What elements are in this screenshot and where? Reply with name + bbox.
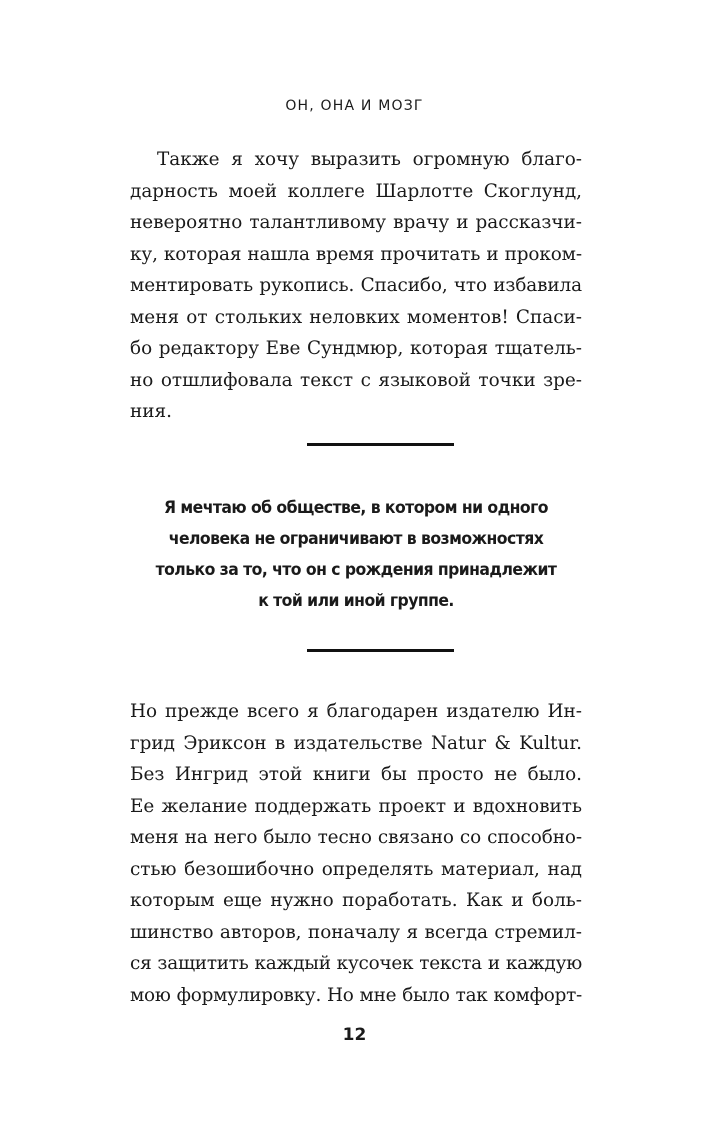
text-line: мою формулировку. Но мне было так комфорт- bbox=[130, 984, 582, 1006]
text-line: невероятно талантливому врачу и рассказчи- bbox=[130, 212, 582, 233]
pull-quote bbox=[148, 493, 564, 617]
pull-quote-line: к той или иной группе. bbox=[258, 591, 454, 611]
text-line: но отшлифовала текст с языковой точки зре- bbox=[130, 369, 582, 391]
running-head-title: ОН, ОНА И МОЗГ bbox=[285, 98, 424, 114]
text-line: стью безошибочно определять материал, над bbox=[130, 858, 582, 880]
divider-bottom bbox=[307, 649, 454, 652]
text-line: меня на него было тесно связано со способно- bbox=[130, 827, 582, 848]
text-line: ментировать рукопись. Спасибо, что избавила bbox=[130, 275, 582, 296]
text-line: Также я хочу выразить огромную благо- bbox=[157, 149, 582, 170]
text-line: которым еще нужно поработать. Как и боль- bbox=[130, 890, 582, 911]
text-line: меня от стольких неловких моментов! Спаси- bbox=[130, 306, 582, 328]
text-line: дарность моей коллеге Шарлотте Скоглунд, bbox=[130, 180, 582, 202]
body-paragraph-acknowledgment-publisher bbox=[130, 696, 582, 1011]
text-line: ку, которая нашла время прочитать и проком- bbox=[130, 243, 582, 265]
pull-quote-line: Я мечтаю об обществе, в котором ни одного bbox=[164, 498, 548, 518]
body-paragraph-acknowledgment-colleague bbox=[130, 144, 582, 428]
text-line: шинство авторов, поначалу я всегда стремил- bbox=[130, 921, 582, 943]
text-line: ся защитить каждый кусочек текста и каждую bbox=[130, 953, 582, 974]
text-line: грид Эриксон в издательстве Natur & Kultur. bbox=[130, 732, 582, 754]
text-line: Ее желание поддержать проект и вдохновить bbox=[130, 795, 582, 817]
divider-top bbox=[307, 443, 454, 446]
text-line: Но прежде всего я благодарен издателю Ин- bbox=[130, 701, 582, 722]
text-line: бо редактору Еве Сундмюр, которая тщатель- bbox=[130, 338, 582, 359]
pull-quote-line: человека не ограничивают в возможностях bbox=[168, 529, 544, 549]
page-number: 12 bbox=[342, 1025, 367, 1045]
text-line: Без Ингрид этой книги бы просто не было. bbox=[130, 764, 582, 785]
pull-quote-line: только за то, что он с рождения принадлежит bbox=[155, 560, 557, 580]
text-line: ния. bbox=[130, 401, 172, 422]
